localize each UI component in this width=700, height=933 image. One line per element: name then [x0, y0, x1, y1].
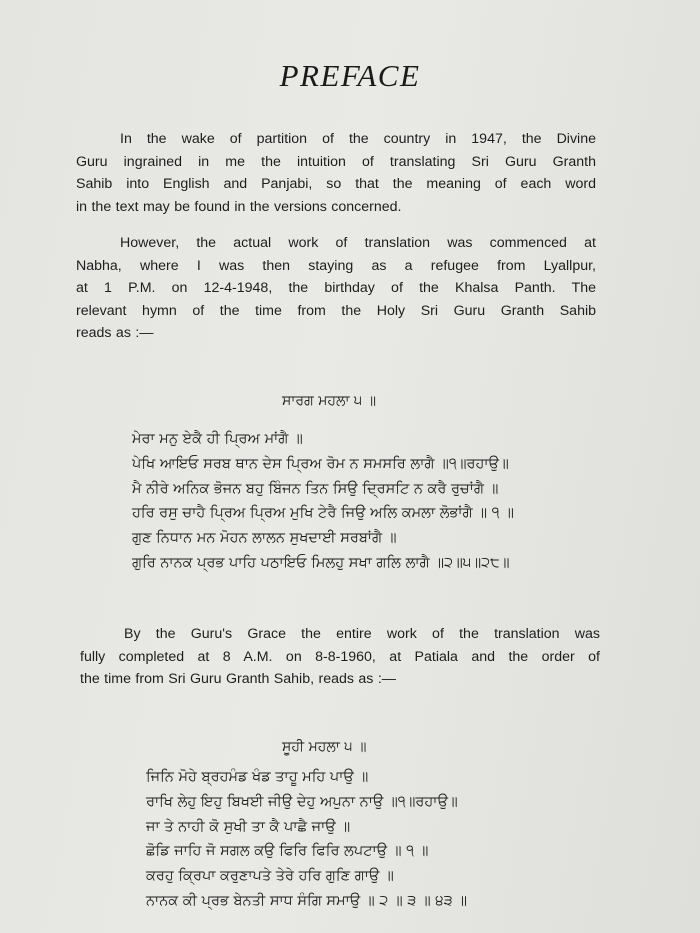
hymn-line: ਹਰਿ ਰਸੁ ਚਾਹੈ ਪ੍ਰਿਅ ਪ੍ਰਿਅ ਮੁਖਿ ਟੇਰੈ ਜਿਉ ਅਲਿ ਕਮਲਾ ਲੋਭਾਂਗੈ ॥ ੧ ॥ — [132, 505, 514, 522]
text-line: in the text may be found in the versions concerned. — [76, 198, 402, 215]
hymn-line: ਰਾਖਿ ਲੇਹੁ ਇਹੁ ਬਿਖਈ ਜੀਉ ਦੇਹੁ ਅਪੁਨਾ ਨਾਉ ॥੧॥ਰਹਾਉ॥ — [146, 793, 458, 810]
hymn-heading-sarag: ਸਾਰਗ ਮਹਲਾ ੫ ॥ — [282, 393, 377, 409]
hymn-line: ਗੁਣ ਨਿਧਾਨ ਮਨ ਮੋਹਨ ਲਾਲਨ ਸੁਖਦਾਈ ਸਰਬਾਂਗੈ ॥ — [132, 530, 397, 547]
page-title: PREFACE — [279, 58, 421, 93]
text-line: In the wake of partition of the country in 1947, the Divine — [120, 131, 596, 147]
hymn-line: ਪੇਖਿ ਆਇਓ ਸਰਬ ਥਾਨ ਦੇਸ ਪ੍ਰਿਅ ਰੋਮ ਨ ਸਮਸਰਿ ਲਾਗੈ ॥੧॥ਰਹਾਉ॥ — [132, 455, 509, 472]
paragraph-commencement — [76, 232, 596, 345]
hymn-sarag — [132, 427, 514, 576]
hymn-heading-suhi: ਸੂਹੀ ਮਹਲਾ ੫ ॥ — [282, 739, 367, 755]
text-line: By the Guru's Grace the entire work of the translation was — [124, 626, 600, 642]
hymn-line: ਗੁਰਿ ਨਾਨਕ ਪ੍ਰਭ ਪਾਹਿ ਪਠਾਇਓ ਮਿਲਹੁ ਸਖਾ ਗਲਿ ਲਾਗੈ ॥੨॥੫॥੨੮॥ — [132, 554, 510, 571]
hymn-line: ਨਾਨਕ ਕੀ ਪ੍ਰਭ ਬੇਨਤੀ ਸਾਧ ਸੰਗਿ ਸਮਾਉ ॥ ੨ ॥ ੩ ॥ ੪੩ ॥ — [146, 892, 468, 909]
paragraph-partition — [76, 128, 596, 218]
text-line: However, the actual work of translation was commenced at — [120, 235, 596, 251]
paragraph-completion — [80, 623, 600, 691]
text-line: Sahib into English and Panjabi, so that the meaning of each word — [76, 176, 596, 192]
text-line: Guru ingrained in me the intuition of translating Sri Guru Granth — [76, 153, 596, 170]
text-line: Nabha, where I was then staying as a refugee from Lyallpur, — [76, 257, 596, 274]
hymn-suhi — [146, 765, 467, 914]
hymn-line: ਛੋਡਿ ਜਾਹਿ ਜੋ ਸਗਲ ਕਉ ਫਿਰਿ ਫਿਰਿ ਲਪਟਾਉ ॥ ੧ ॥ — [146, 843, 429, 860]
hymn-line: ਮੈ ਨੀਰੇ ਅਨਿਕ ਭੋਜਨ ਬਹੁ ਬਿੰਜਨ ਤਿਨ ਸਿਉ ਦ੍ਰਿਸਟਿ ਨ ਕਰੈ ਰੁਚਾਂਗੈ ॥ — [132, 480, 499, 497]
text-line: at 1 P.M. on 12-4-1948, the birthday of the Khalsa Panth. The — [76, 280, 596, 296]
hymn-line: ਕਰਹੁ ਕ੍ਰਿਪਾ ਕਰੁਣਾਪਤੇ ਤੇਰੇ ਹਰਿ ਗੁਣਿ ਗਾਉ ॥ — [146, 868, 394, 885]
hymn-line: ਮੇਰਾ ਮਨੁ ਏਕੈ ਹੀ ਪ੍ਰਿਅ ਮਾਂਗੈ ॥ — [132, 431, 303, 447]
text-line: the time from Sri Guru Granth Sahib, reads as :— — [80, 671, 396, 687]
hymn-line: ਜਾ ਤੇ ਨਾਹੀ ਕੋ ਸੁਖੀ ਤਾ ਕੈ ਪਾਛੈ ਜਾਉ ॥ — [146, 818, 351, 835]
text-line: fully completed at 8 A.M. on 8-8-1960, at Patiala and the order of — [80, 648, 600, 665]
hymn-line: ਜਿਨਿ ਮੋਹੇ ਬ੍ਰਹਮੰਡ ਖੰਡ ਤਾਹੂ ਮਹਿ ਪਾਉ ॥ — [146, 769, 369, 785]
text-line: relevant hymn of the time from the Holy Sri Guru Granth Sahib — [76, 302, 596, 319]
text-line: reads as :— — [76, 325, 154, 341]
